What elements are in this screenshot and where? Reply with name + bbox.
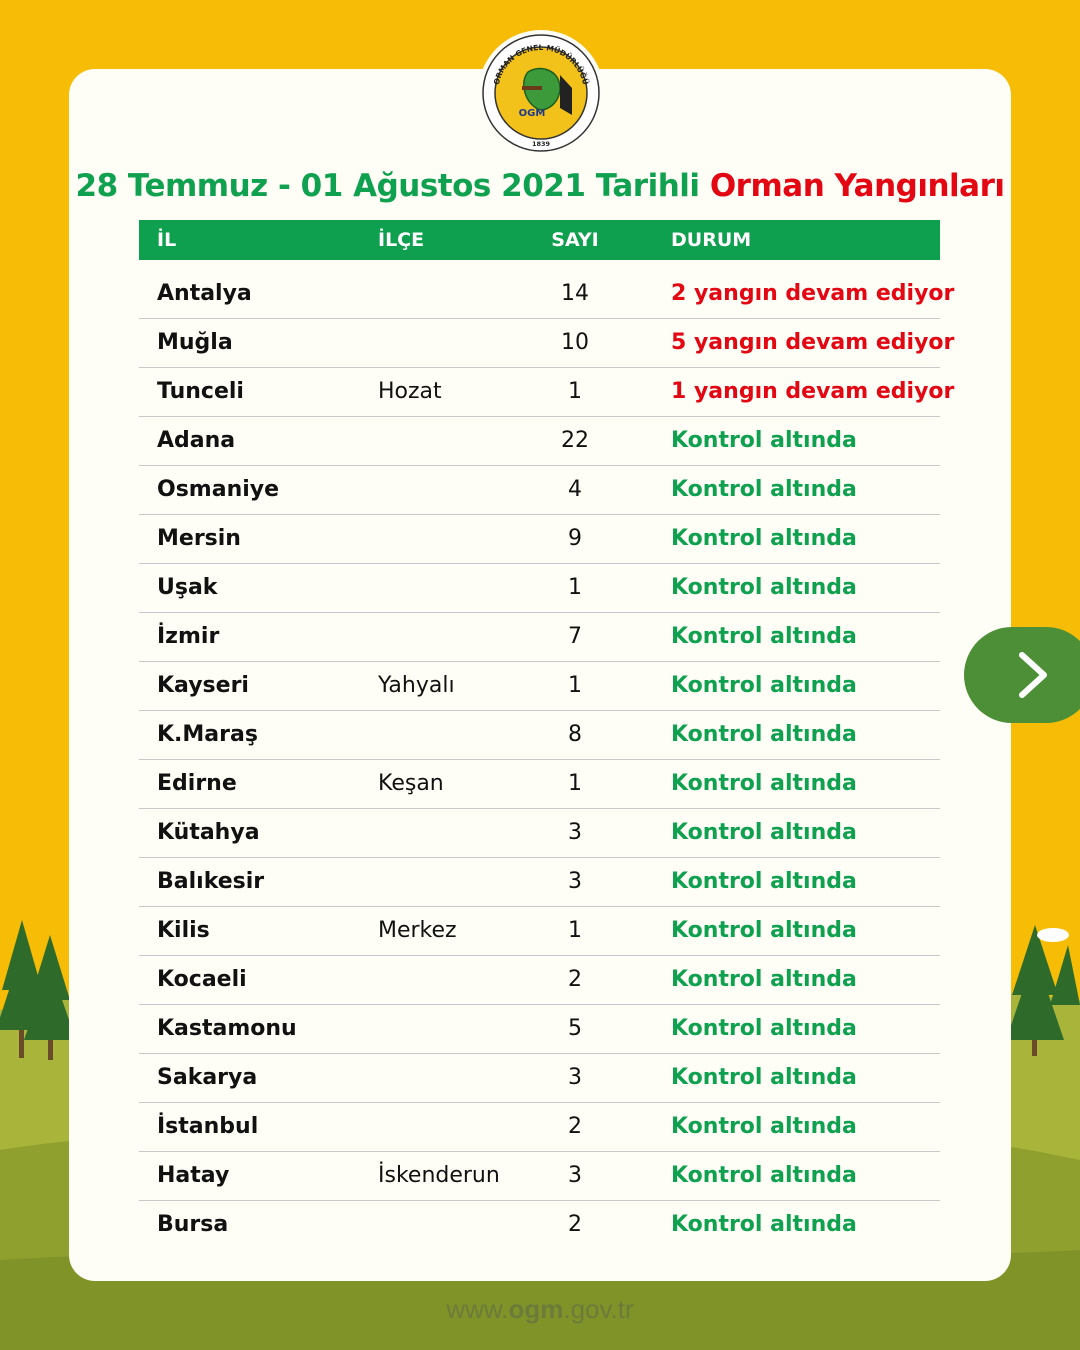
- table-row: [139, 613, 940, 662]
- row-ilce: Hozat: [378, 379, 442, 404]
- row-durum: Kontrol altında: [671, 722, 857, 747]
- chevron-right-icon: [1016, 651, 1050, 699]
- row-il: Kilis: [157, 918, 210, 943]
- row-durum: Kontrol altında: [671, 1016, 857, 1041]
- table-row: [139, 760, 940, 809]
- row-sayi: 3: [568, 1163, 582, 1188]
- row-il: Sakarya: [157, 1065, 258, 1090]
- url-suffix: .gov.tr: [563, 1294, 634, 1324]
- table-row: [139, 809, 940, 858]
- row-durum: Kontrol altında: [671, 1212, 857, 1237]
- title-highlight: Orman Yangınları: [709, 168, 1005, 204]
- row-sayi: 2: [568, 967, 582, 992]
- next-slide-button[interactable]: [964, 627, 1080, 723]
- row-sayi: 9: [568, 526, 582, 551]
- header-il: İL: [157, 229, 177, 251]
- row-durum: Kontrol altında: [671, 918, 857, 943]
- row-il: K.Maraş: [157, 722, 258, 747]
- row-sayi: 7: [568, 624, 582, 649]
- row-sayi: 3: [568, 1065, 582, 1090]
- row-sayi: 22: [561, 428, 589, 453]
- row-sayi: 4: [568, 477, 582, 502]
- row-sayi: 10: [561, 330, 589, 355]
- row-il: Balıkesir: [157, 869, 265, 894]
- row-durum: 1 yangın devam ediyor: [671, 379, 955, 404]
- table-row: [139, 417, 940, 466]
- row-il: Osmaniye: [157, 477, 280, 502]
- row-sayi: 1: [568, 673, 582, 698]
- row-sayi: 5: [568, 1016, 582, 1041]
- table-header: [139, 220, 940, 260]
- row-ilce: Merkez: [378, 918, 457, 943]
- row-durum: Kontrol altında: [671, 477, 857, 502]
- row-durum: Kontrol altında: [671, 673, 857, 698]
- table-row: [139, 1201, 940, 1249]
- title-date-range: 28 Temmuz - 01 Ağustos 2021 Tarihli: [75, 168, 700, 204]
- row-il: Kayseri: [157, 673, 249, 698]
- row-sayi: 14: [561, 281, 589, 306]
- row-durum: Kontrol altında: [671, 624, 857, 649]
- ogm-logo: [478, 30, 604, 156]
- row-sayi: 3: [568, 869, 582, 894]
- table-row: [139, 1152, 940, 1201]
- table-row: [139, 1005, 940, 1054]
- row-durum: Kontrol altında: [671, 428, 857, 453]
- row-il: Mersin: [157, 526, 241, 551]
- table-row: [139, 466, 940, 515]
- row-durum: 2 yangın devam ediyor: [671, 281, 955, 306]
- row-il: İzmir: [157, 624, 220, 649]
- row-il: Edirne: [157, 771, 237, 796]
- page-title: [0, 168, 1080, 204]
- row-durum: 5 yangın devam ediyor: [671, 330, 955, 355]
- table-row: [139, 956, 940, 1005]
- table-row: [139, 662, 940, 711]
- row-sayi: 1: [568, 379, 582, 404]
- row-ilce: Yahyalı: [378, 673, 455, 698]
- row-sayi: 2: [568, 1114, 582, 1139]
- fire-table-body: [139, 270, 955, 1249]
- row-sayi: 1: [568, 575, 582, 600]
- header-sayi: SAYI: [551, 229, 599, 251]
- row-durum: Kontrol altında: [671, 820, 857, 845]
- table-row: [139, 368, 955, 417]
- header-ilce: İLÇE: [378, 229, 425, 251]
- table-row: [139, 1103, 940, 1152]
- row-il: Kastamonu: [157, 1016, 297, 1041]
- table-row: [139, 858, 940, 907]
- logo-abbr: OGM: [518, 108, 546, 119]
- row-il: Bursa: [157, 1212, 229, 1237]
- row-il: Adana: [157, 428, 236, 453]
- row-il: Hatay: [157, 1163, 230, 1188]
- row-durum: Kontrol altında: [671, 1163, 857, 1188]
- row-sayi: 3: [568, 820, 582, 845]
- logo-year: 1839: [531, 140, 551, 148]
- table-row: [139, 907, 940, 956]
- row-il: Muğla: [157, 330, 233, 355]
- row-durum: Kontrol altında: [671, 771, 857, 796]
- row-il: Kocaeli: [157, 967, 247, 992]
- row-sayi: 1: [568, 771, 582, 796]
- row-il: Tunceli: [157, 379, 244, 404]
- row-durum: Kontrol altında: [671, 526, 857, 551]
- row-sayi: 8: [568, 722, 582, 747]
- table-row: [139, 319, 955, 368]
- row-il: İstanbul: [157, 1114, 259, 1139]
- table-row: [139, 711, 940, 760]
- row-durum: Kontrol altında: [671, 1065, 857, 1090]
- table-row: [139, 270, 955, 319]
- row-durum: Kontrol altında: [671, 869, 857, 894]
- logo-arc-text: ORMAN GENEL MÜDÜRLÜĞÜ: [491, 42, 591, 86]
- row-sayi: 1: [568, 918, 582, 943]
- row-durum: Kontrol altında: [671, 967, 857, 992]
- row-il: Kütahya: [157, 820, 260, 845]
- table-row: [139, 515, 940, 564]
- row-il: Uşak: [157, 575, 218, 600]
- header-durum: DURUM: [671, 229, 752, 251]
- row-ilce: Keşan: [378, 771, 444, 796]
- url-domain: ogm: [508, 1294, 564, 1324]
- row-sayi: 2: [568, 1212, 582, 1237]
- url-prefix: www.: [446, 1294, 509, 1324]
- table-row: [139, 564, 940, 613]
- website-url: [0, 1294, 1080, 1325]
- row-durum: Kontrol altında: [671, 1114, 857, 1139]
- row-il: Antalya: [157, 281, 252, 306]
- table-row: [139, 1054, 940, 1103]
- row-durum: Kontrol altında: [671, 575, 857, 600]
- row-ilce: İskenderun: [378, 1163, 500, 1188]
